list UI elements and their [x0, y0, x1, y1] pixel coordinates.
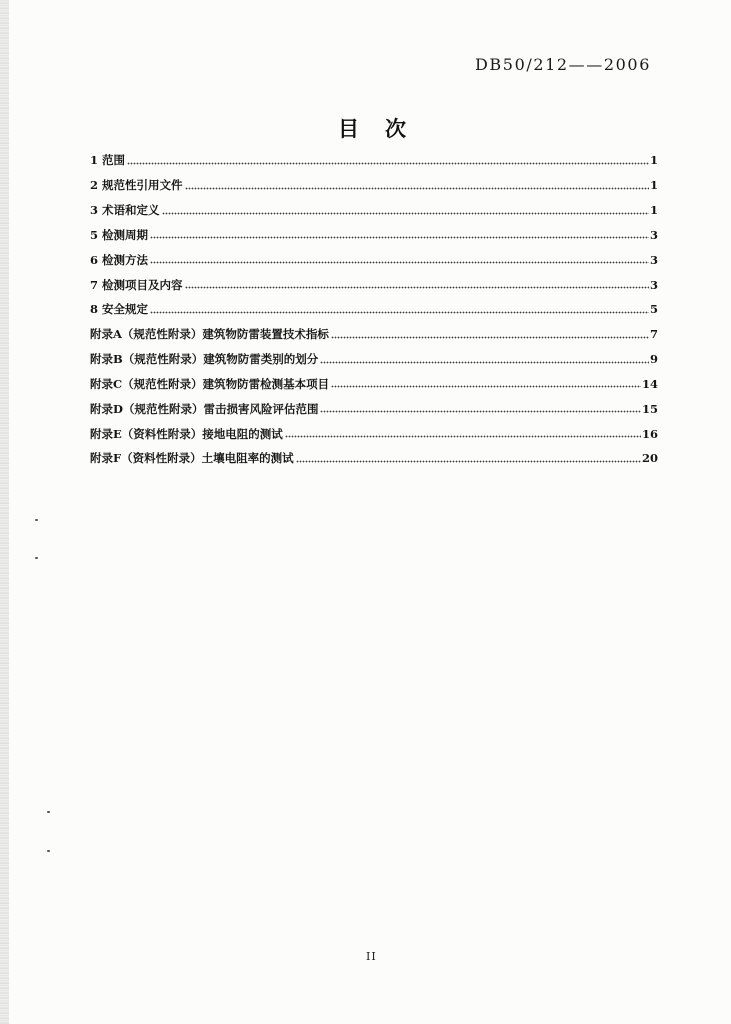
dot-leader	[331, 379, 641, 388]
toc-entry	[90, 173, 658, 198]
toc-entry-label: 5 检测周期	[90, 227, 149, 242]
dot-leader	[127, 156, 649, 165]
dot-leader	[150, 255, 649, 264]
toc-entry-label: 7 检测项目及内容	[90, 277, 183, 292]
toc-entry-page: 1	[649, 178, 658, 193]
toc-entry-label: 附录F（资料性附录）土壤电阻率的测试	[90, 451, 294, 466]
toc-entry-page: 3	[649, 227, 658, 242]
dot-leader	[150, 305, 649, 314]
toc-entry-page: 9	[649, 352, 658, 367]
scan-speck	[47, 811, 50, 813]
scan-speck	[47, 850, 50, 852]
toc-entry-page: 1	[649, 203, 658, 218]
dot-leader	[320, 404, 641, 413]
toc-entry	[90, 421, 658, 446]
toc-entry-page: 15	[641, 401, 658, 416]
toc-entry-page: 7	[649, 327, 658, 342]
toc-entry-label: 3 术语和定义	[90, 203, 160, 218]
toc-entry-label: 6 检测方法	[90, 252, 149, 267]
toc-entry-label: 附录C（规范性附录）建筑物防雷检测基本项目	[90, 376, 330, 391]
toc-entry	[90, 446, 658, 471]
toc-entry	[90, 322, 658, 347]
toc-entry-label: 附录A（规范性附录）建筑物防雷装置技术指标	[90, 327, 329, 342]
toc-entry-page: 16	[641, 426, 658, 441]
toc-entry	[90, 198, 658, 223]
toc-entry	[90, 148, 658, 173]
page-title: 目次	[338, 116, 432, 141]
dot-leader	[331, 330, 649, 339]
toc-entry-label: 2 规范性引用文件	[90, 178, 183, 193]
toc-entry-page: 20	[641, 451, 658, 466]
toc-entry	[90, 272, 658, 297]
toc-entry	[90, 371, 658, 396]
dot-leader	[296, 454, 641, 463]
dot-leader	[285, 429, 641, 438]
toc-entry-label: 8 安全规定	[90, 302, 149, 317]
toc-entry-label: 附录D（规范性附录）雷击损害风险评估范围	[90, 401, 319, 416]
toc-entry-page: 14	[641, 376, 658, 391]
toc-entry	[90, 222, 658, 247]
scan-edge	[0, 0, 9, 1024]
dot-leader	[185, 280, 649, 289]
toc-entry	[90, 347, 658, 372]
dot-leader	[320, 355, 649, 364]
scan-speck	[35, 557, 38, 559]
toc-entry-label: 附录B（规范性附录）建筑物防雷类别的划分	[90, 352, 319, 367]
dot-leader	[185, 181, 649, 190]
dot-leader	[162, 206, 649, 215]
standard-code: DB50/212——2006	[475, 55, 651, 74]
scan-speck	[35, 519, 38, 521]
toc-entry-page: 3	[649, 252, 658, 267]
table-of-contents	[90, 148, 658, 471]
toc-entry-page: 1	[649, 153, 658, 168]
toc-entry-page: 5	[649, 302, 658, 317]
toc-entry	[90, 247, 658, 272]
toc-entry	[90, 297, 658, 322]
toc-entry-page: 3	[649, 277, 658, 292]
dot-leader	[150, 230, 649, 239]
toc-entry-label: 1 范围	[90, 153, 126, 168]
toc-entry-label: 附录E（资料性附录）接地电阻的测试	[90, 426, 283, 441]
footer-page-number: II	[366, 950, 377, 963]
toc-entry	[90, 396, 658, 421]
